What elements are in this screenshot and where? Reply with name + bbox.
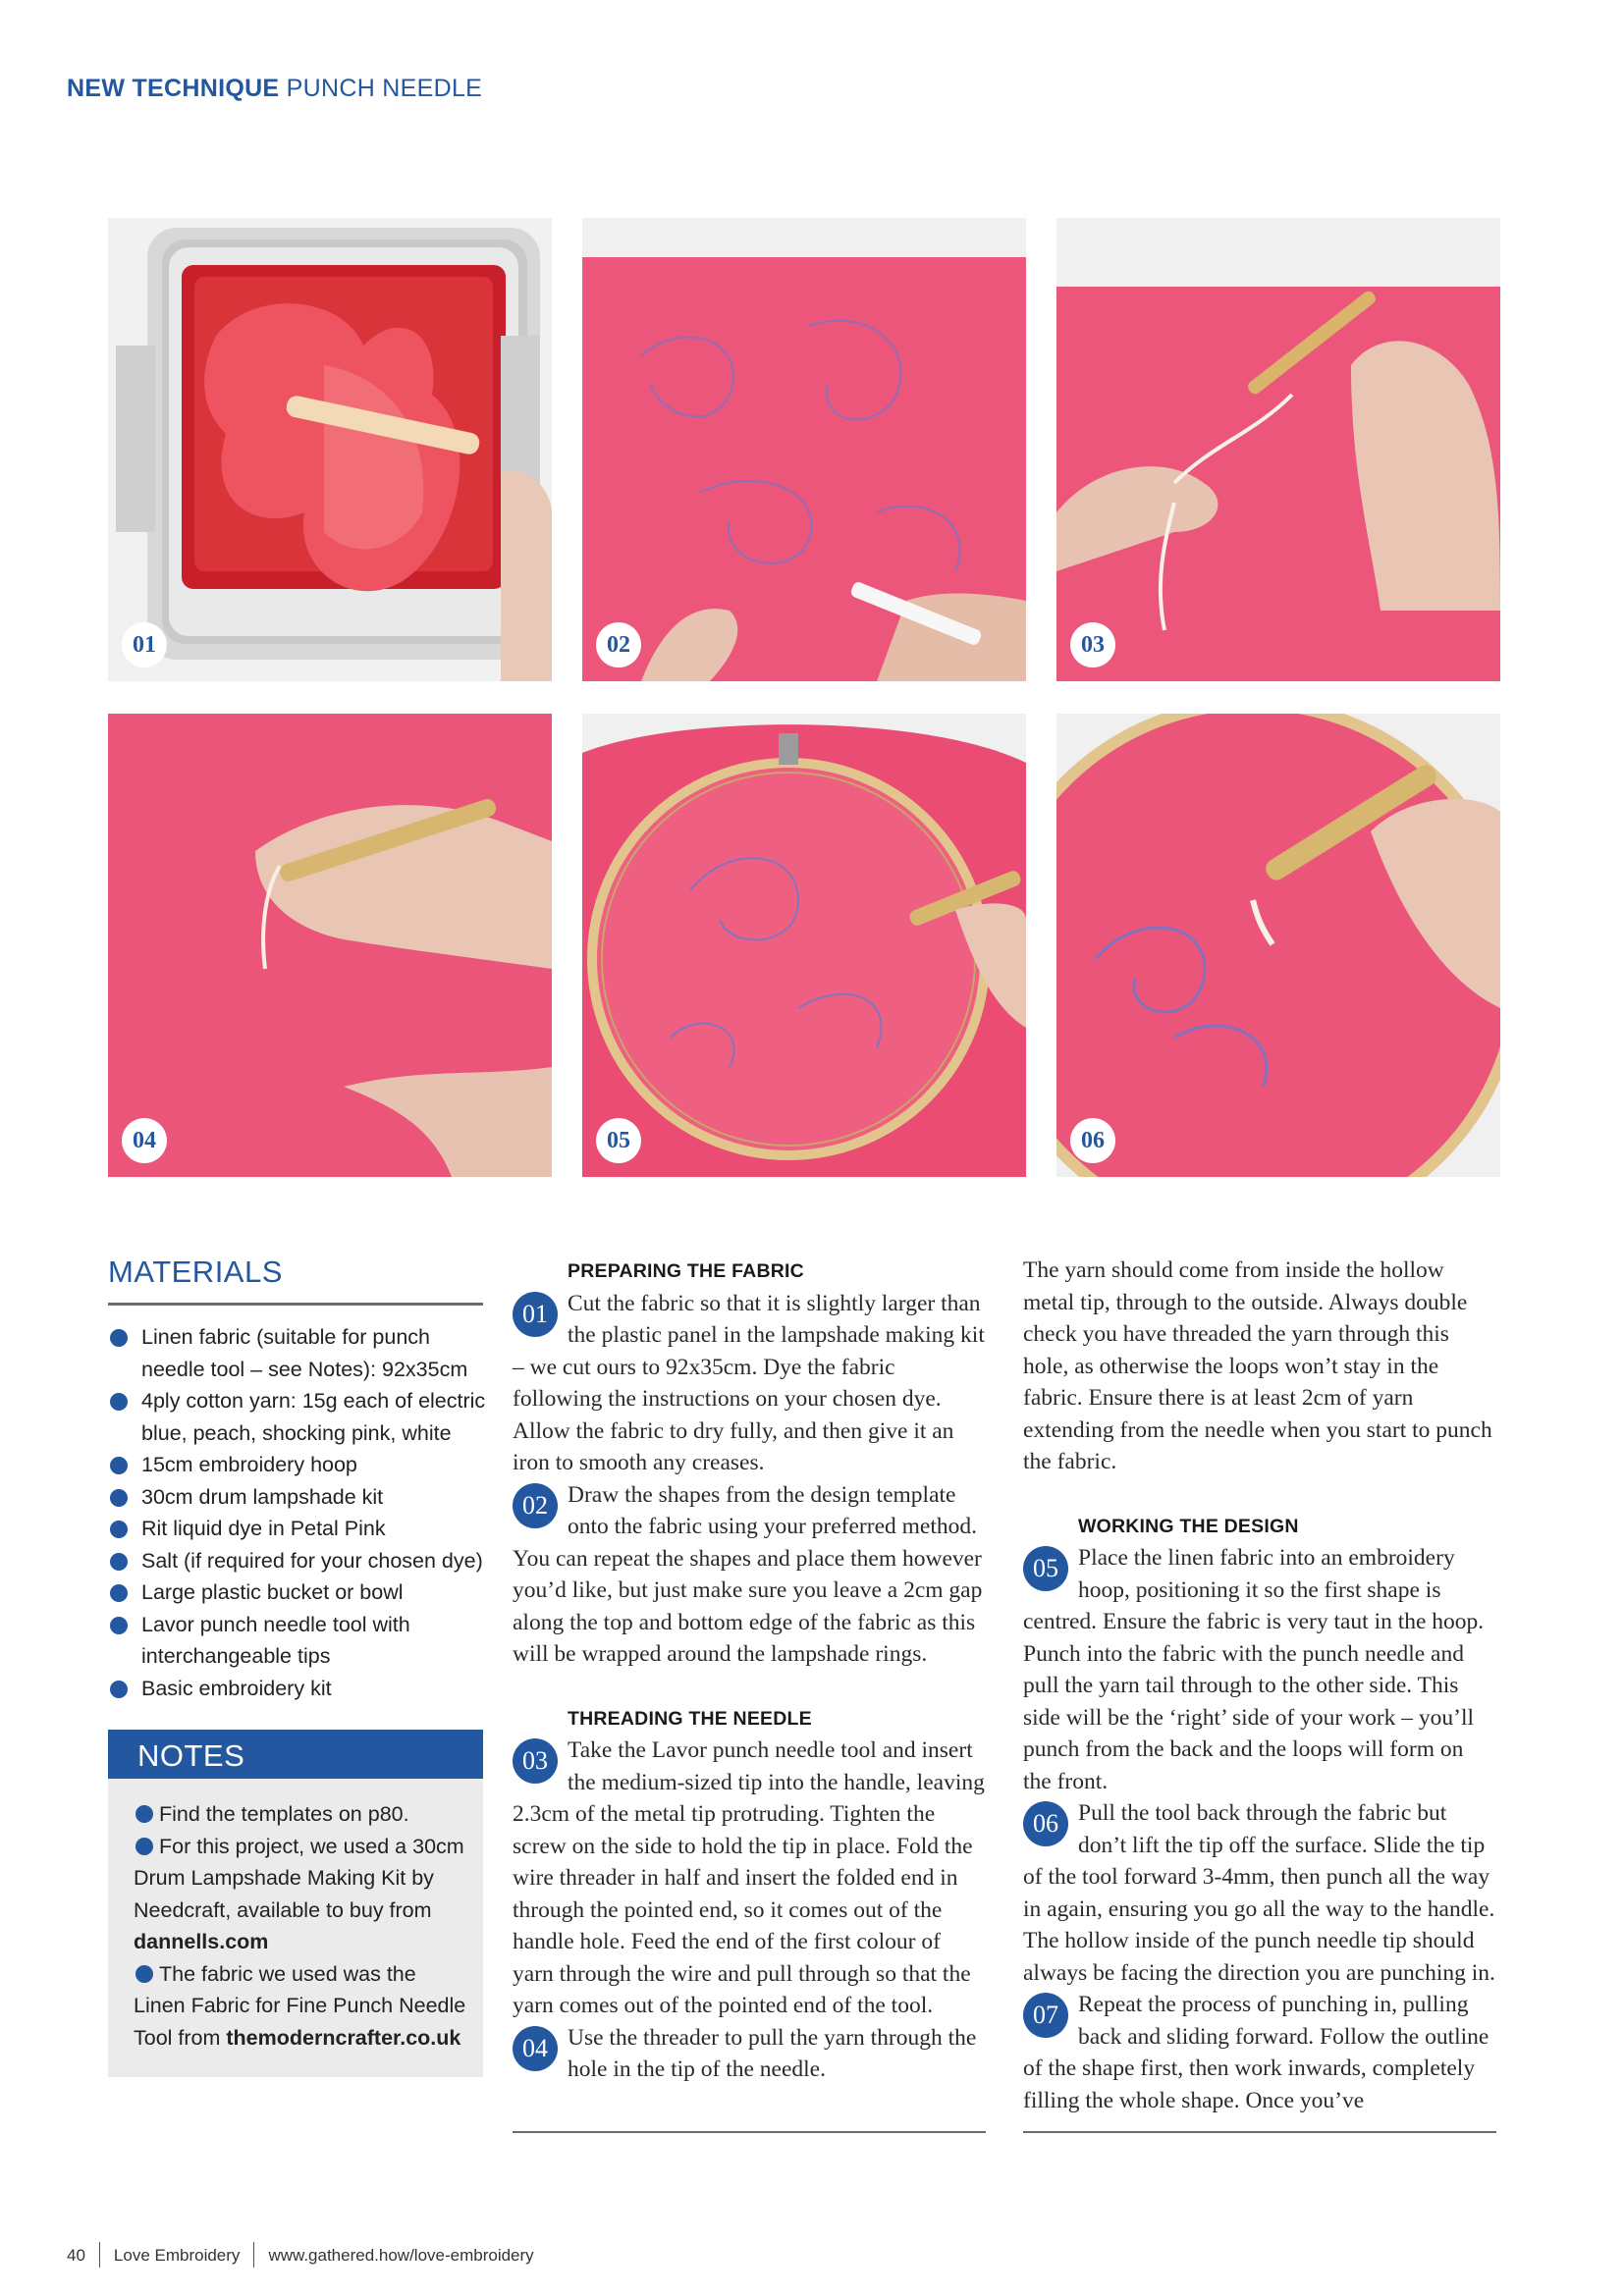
materials-item-text: 30cm drum lampshade kit — [141, 1484, 384, 1509]
materials-heading: MATERIALS — [108, 1255, 283, 1289]
materials-item — [108, 1481, 491, 1514]
step-01-badge: 01 — [513, 1292, 558, 1337]
step-04-continued: The yarn should come from inside the hollow metal tip, through to the outside. Always double check you have threaded the yarn through this hole, as otherwise the loops won’t stay in the fabric. Ensure there is at least 2cm of yarn extending from the needle when you start to punch the fabric. — [1023, 1257, 1492, 1474]
photo-label-06: 06 — [1070, 1118, 1115, 1163]
step-03-badge: 03 — [513, 1738, 558, 1784]
note-text: The fabric we used was the Linen Fabric for Fine Punch Needle Tool from — [134, 1961, 466, 2050]
materials-item-text: Lavor punch needle tool with interchangeable tips — [141, 1612, 410, 1668]
notes-box — [108, 1730, 483, 2077]
section-label: NEW TECHNIQUE — [67, 75, 280, 102]
moderncrafter-link[interactable]: themoderncrafter.co.uk — [226, 2025, 461, 2050]
materials-item — [108, 1385, 491, 1449]
dot-bullet-icon — [108, 1391, 130, 1413]
drawing-fabric-image — [582, 218, 1026, 681]
step-03-title: THREADING THE NEEDLE — [568, 1707, 812, 1730]
materials-item-text: Linen fabric (suitable for punch needle tool – see Notes): 92x35cm — [141, 1325, 468, 1381]
photo-label-02: 02 — [596, 622, 641, 667]
note-item — [134, 1798, 467, 1831]
dot-bullet-icon — [134, 1836, 155, 1857]
materials-item-text: Large plastic bucket or bowl — [141, 1580, 404, 1604]
step-07-text: Repeat the process of punching in, pulling back and sliding forward. Follow the outline of the shape first, then work inwards, completely filling the whole shape. Once you’ve — [1023, 1992, 1489, 2113]
page-footer — [67, 2242, 534, 2268]
step-photo-06 — [1056, 714, 1500, 1177]
photo-label-05: 05 — [596, 1118, 641, 1163]
step-01-title: PREPARING THE FABRIC — [568, 1260, 804, 1282]
dot-bullet-icon — [108, 1327, 130, 1349]
materials-rule — [108, 1303, 483, 1306]
step-photo-02 — [582, 218, 1026, 681]
note-item — [134, 1958, 467, 2055]
step-01-text: Cut the fabric so that it is slightly larger than the plastic panel in the lampshade making kit – we cut ours to 92x35cm. Dye the fabric following the instructions on your chosen dye. Allow the fabric to dry fully, and then give it an iron to smooth any creases. — [513, 1290, 985, 1475]
column-2-rule — [1023, 2131, 1496, 2133]
note-text: Find the templates on p80. — [159, 1802, 409, 1826]
dannells-link[interactable]: dannells.com — [134, 1930, 269, 1953]
photo-label-04: 04 — [122, 1118, 167, 1163]
footer-divider — [99, 2242, 100, 2268]
instructions-column-2 — [1023, 1255, 1496, 2116]
materials-item — [108, 1673, 491, 1705]
photo-label-01: 01 — [122, 622, 167, 667]
step-photo-04 — [108, 714, 552, 1177]
instructions-column-1 — [513, 1255, 986, 2086]
step-photo-01 — [108, 218, 552, 681]
punching-image — [1056, 714, 1500, 1177]
dye-bucket-image — [108, 218, 552, 681]
page-number: 40 — [67, 2246, 85, 2265]
dot-bullet-icon — [108, 1551, 130, 1573]
notes-title: NOTES — [137, 1738, 245, 1773]
section-header — [67, 75, 482, 103]
materials-item-text: 4ply cotton yarn: 15g each of electric blue, peach, shocking pink, white — [141, 1389, 486, 1445]
step-photo-05 — [582, 714, 1026, 1177]
step-03-text: Take the Lavor punch needle tool and insert the medium-sized tip into the handle, leaving 2.3cm of the metal tip protruding. Tighten the screw on the side to hold the tip in place. Fold the wire threader in half and insert the folded end in through the pointed end, so it comes out of the handle hole. Feed the end of the first colour of yarn through the wire and pull through so that the yarn comes out of the pointed end of the tool. — [513, 1737, 985, 2018]
topic-label: PUNCH NEEDLE — [286, 75, 483, 102]
materials-item — [108, 1513, 491, 1545]
step-photo-03 — [1056, 218, 1500, 681]
photo-label-03: 03 — [1070, 622, 1115, 667]
step-02-badge: 02 — [513, 1483, 558, 1528]
materials-item-text: Rit liquid dye in Petal Pink — [141, 1517, 386, 1540]
materials-item-text: 15cm embroidery hoop — [141, 1453, 357, 1476]
dot-bullet-icon — [108, 1487, 130, 1509]
threading-needle-image — [1056, 218, 1500, 681]
step-04-text: Use the threader to pull the yarn through the hole in the tip of the needle. — [568, 2024, 977, 2082]
step-05-title: WORKING THE DESIGN — [1078, 1515, 1299, 1537]
materials-list — [108, 1321, 491, 1704]
materials-item-text: Basic embroidery kit — [141, 1676, 332, 1700]
materials-item — [108, 1576, 491, 1609]
materials-item — [108, 1321, 491, 1385]
dot-bullet-icon — [134, 1963, 155, 1985]
dot-bullet-icon — [134, 1803, 155, 1825]
step-06-text: Pull the tool back through the fabric but don’t lift the tip off the surface. Slide the tip of the tool forward 3-4mm, then punch all the way in again, ensuring you go all the way to the handle. The hollow inside of the punch needle tip should always be facing the direction you are punching in. — [1023, 1800, 1495, 1986]
footer-url[interactable]: www.gathered.how/love-embroidery — [268, 2246, 534, 2265]
notes-body — [134, 1798, 467, 2054]
materials-item — [108, 1449, 491, 1481]
step-02-text: Draw the shapes from the design template onto the fabric using your preferred method. You can repeat the shapes and place them however you’d like, but just make sure you leave a 2cm gap along the top and bottom edge of the fabric as this will be wrapped around the lampshade rings. — [513, 1481, 983, 1667]
note-text: For this project, we used a 30cm Drum Lampshade Making Kit by Needcraft, available to buy from — [134, 1834, 464, 1922]
dot-bullet-icon — [108, 1582, 130, 1604]
notes-header-bar — [108, 1730, 483, 1779]
step-06-badge: 06 — [1023, 1801, 1068, 1846]
needle-yarn-image — [108, 714, 552, 1177]
step-07-badge: 07 — [1023, 1993, 1068, 2038]
note-item — [134, 1831, 467, 1958]
dot-bullet-icon — [108, 1455, 130, 1476]
dot-bullet-icon — [108, 1519, 130, 1540]
magazine-name: Love Embroidery — [113, 2246, 241, 2265]
materials-item-text: Salt (if required for your chosen dye) — [141, 1548, 483, 1573]
materials-item — [108, 1609, 491, 1673]
step-04-badge: 04 — [513, 2026, 558, 2071]
dot-bullet-icon — [108, 1615, 130, 1636]
hoop-image — [582, 714, 1026, 1177]
footer-divider — [253, 2242, 254, 2268]
step-05-badge: 05 — [1023, 1546, 1068, 1591]
materials-item — [108, 1545, 491, 1577]
step-05-text: Place the linen fabric into an embroidery hoop, positioning it so the first shape is centred. Ensure the fabric is very taut in the hoop. Punch into the fabric with the punch needle and pull the yarn tail through to the other side. This side will be the ‘right’ side of your work – you’ll punch from the back and the loops will form on the front. — [1023, 1545, 1485, 1794]
dot-bullet-icon — [108, 1679, 130, 1700]
column-1-rule — [513, 2131, 986, 2133]
